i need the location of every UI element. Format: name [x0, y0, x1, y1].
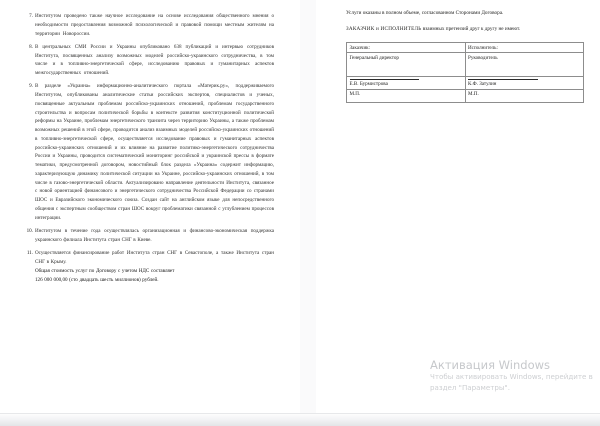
- contractor-name-label: К.Ф. Затулин: [468, 81, 497, 88]
- parties-label: ЗАКАЗЧИК и ИСПОЛНИТЕЛЬ: [346, 25, 422, 32]
- table-row: [347, 77, 584, 90]
- clause-number: 9.: [29, 83, 33, 90]
- clause-number: 10.: [26, 228, 33, 235]
- watermark-title: Активация Windows: [430, 358, 551, 372]
- clause-number: 8.: [29, 43, 33, 50]
- page-separator: [300, 0, 316, 426]
- clause-text: Осуществляется финансирование работ Института стран СНГ в Севастополе, а также Института стран СНГ в Крыму.: [35, 250, 274, 265]
- list-item: [22, 249, 274, 267]
- table-row: [347, 43, 584, 53]
- services-statement: Услуги оказаны в полном объеме, согласованном Сторонами Договора.: [346, 10, 504, 16]
- customer-signature-line: [350, 79, 420, 80]
- clause-number: 11.: [26, 250, 33, 257]
- table-row: [347, 53, 584, 77]
- signature-table: [346, 42, 584, 103]
- no-claims-statement: [346, 25, 586, 35]
- watermark-line-2: раздел "Параметры".: [430, 382, 510, 392]
- clause-text: В разделе «Украина» информационно-аналитического портала «Материк.ру», поддерживаемого Институтом, опубликованы аналитические статьи российских экспертов, специалистов и ученых, посвященные актуальным проблемам российско-украинских отношений, проблемам государственного строительства и вопросам политической борьбы в контексте развития конституционной политической реформы на Украине, проблемам энергетического транзита через территорию Украины, а также проблемам возможных решений в этой сфере, проводится анализ взаимных моделей российско-украинских отношений в топливно-энергетической сфере, осуществляется исследование правовых и гуманитарных аспектов российско-украинских отношений и их влияние на развитие политико-энергетического сотрудничества России и Украины, проводится систематический мониторинг российской и украинской прессы в формате тематики, предусмотренной договором, новостийный блок раздела «Украина» содержит информацию, характеризующую динамику политической ситуации на Украине, российско-украинских отношений, в том числе в газово-энергетической области. Актуализировано направление деятельности Института, связанное с новой ориентацией финансового и энергетического сотрудничества Российской Федерации со странами ШОС и Евразийского экономического союза. Создан сайт на английском языке для непосредственного общения с экспертным сообществом стран ШОС вокруг проблематики связанной с углублением процессов интеграции.: [35, 83, 274, 221]
- contractor-name-cell: [465, 77, 584, 90]
- document-page-right[interactable]: [316, 0, 600, 426]
- customer-name-cell: [347, 77, 466, 90]
- list-item: [22, 82, 274, 222]
- contract-clause-list: [22, 12, 274, 285]
- clause-text: В центральных СМИ России и Украины опубликовано 638 публикаций и интервью сотрудников Института, посвященных анализу возможных моделей российско-украинского сотрудничества, в том числе и в топливно-энергетической сфере, исследованию правовых и гуманитарных аспектов межгосударственных отношений.: [35, 43, 274, 77]
- list-item: [22, 43, 274, 78]
- contractor-seal-cell: М.П.: [465, 89, 584, 102]
- total-cost-line-1: Общая стоимость услуг по Договору с учетом НДС составляет: [35, 268, 175, 275]
- contractor-role-cell: Исполнитель:: [465, 43, 584, 53]
- clauses: [22, 12, 274, 267]
- list-item: [22, 12, 274, 38]
- act-content: [346, 9, 586, 103]
- watermark-line-1: Чтобы активировать Windows, перейдите в: [430, 372, 593, 382]
- clause-number: 7.: [29, 13, 33, 19]
- contractor-signature-line: [468, 79, 538, 80]
- customer-position-cell: Генеральный директор: [347, 53, 466, 77]
- clause-text: Институтом проведено также научное исследование на основе исследования общественного мнения о необходимости предоставления возможной психологической и правовой помощи местным жителям на территории Новороссии.: [35, 13, 274, 37]
- clause-text: Институтом в течение года осуществлялась организационная и финансово-экономическая поддержка украинского филиала Института стран СНГ в Киеве.: [35, 228, 274, 243]
- table-row: [347, 89, 584, 102]
- customer-seal-cell: М.П.: [347, 89, 466, 102]
- list-item: [22, 227, 274, 245]
- total-cost-line-2: 126 000 000,00 (сто двадцать шесть миллионов) рублей.: [35, 276, 159, 283]
- contractor-position-cell: Руководитель: [465, 53, 584, 77]
- customer-role-cell: Заказчик:: [347, 43, 466, 53]
- customer-name-label: Е.В. Бурмистрова: [349, 81, 388, 88]
- no-claims-text: взаимных претензий друг к другу не имеют.: [421, 25, 521, 32]
